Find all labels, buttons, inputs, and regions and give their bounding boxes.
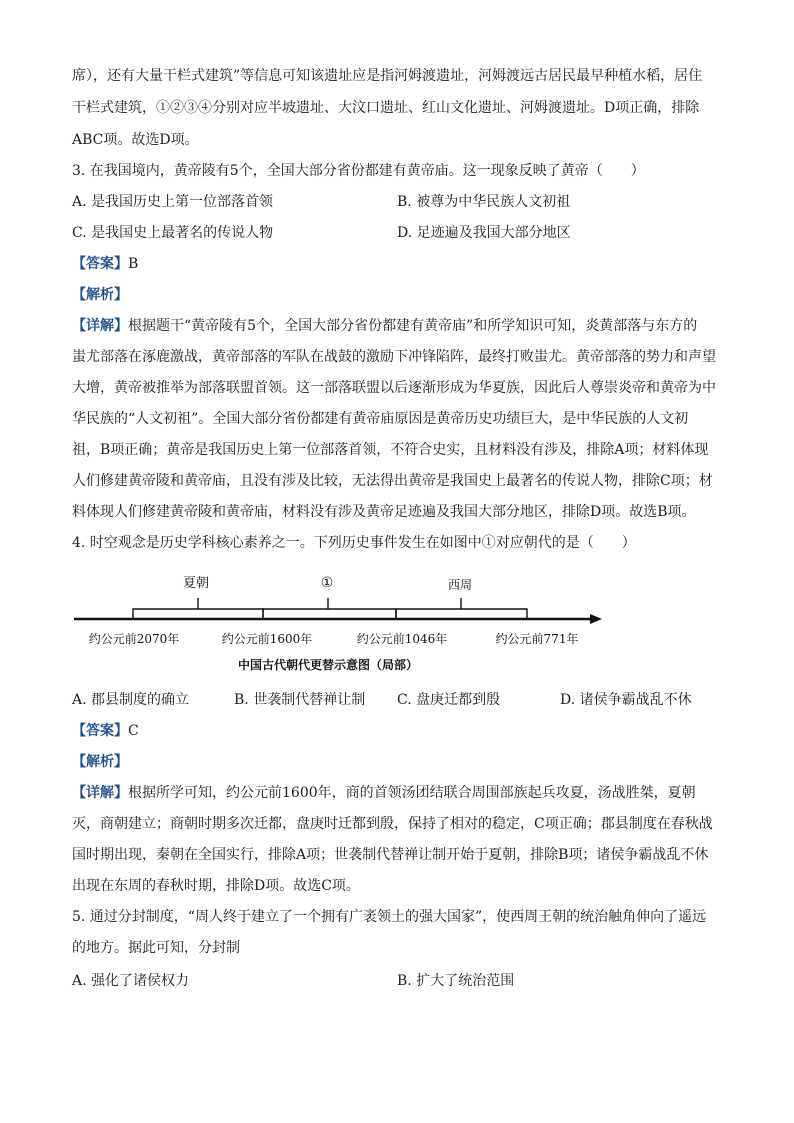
q3-analysis-tag: 【解析】 — [72, 287, 128, 303]
q3-answer-value: B — [128, 256, 139, 272]
q3-detail-line: 人们修建黄帝陵和黄帝庙，且没有涉及比较，无法得出黄帝是我国史上最著名的传说人物，排除C项；材 — [72, 473, 713, 489]
q3-option-d: D. 足迹遍及我国大部分地区 — [397, 225, 571, 241]
q3-detail-line: 华民族的“人文初祖”。全国大部分省份都建有黄帝庙原因是黄帝历史功绩巨大，是中华民族的人文初 — [72, 411, 689, 427]
segment-label-western-zhou: 西周 — [447, 578, 473, 592]
q4-detail-text: 根据所学可知，约公元前1600年，商的首领汤团结联合周围部族起兵攻夏，汤战胜桀，夏朝 — [128, 785, 696, 801]
tick-label: 约公元前771年 — [495, 632, 579, 646]
prev-analysis-line: 干栏式建筑，①②③④分别对应半坡遗址、大汶口遗址、红山文化遗址、河姆渡遗址。D项正确，排除 — [72, 100, 700, 116]
q4-timeline-figure — [70, 565, 610, 675]
segment-label-circled-1: ① — [320, 575, 334, 591]
timeline-caption: 中国古代朝代更替示意图（局部） — [237, 658, 419, 672]
q4-detail-line: 灭，商朝建立；商朝时期多次迁都，盘庚时迁都到殷，保持了相对的稳定，C项正确；郡县制度在春秋战 — [72, 816, 713, 832]
q3-detail-tag: 【详解】 — [72, 318, 128, 334]
q4-detail-line: 出现在东周的春秋时期，排除D项。故选C项。 — [72, 878, 360, 894]
q4-stem: 4. 时空观念是历史学科核心素养之一。下列历史事件发生在如图中①对应朝代的是（ ） — [72, 535, 636, 551]
tick-label: 约公元前1600年 — [221, 632, 313, 646]
segment-bracket-xia — [133, 609, 263, 619]
q4-analysis-tag: 【解析】 — [72, 754, 128, 770]
q5-stem-line: 5. 通过分封制度，“周人终于建立了一个拥有广袤领土的强大国家”，使西周王朝的统治触角伸向了遥远 — [72, 909, 707, 925]
q3-detail-line — [72, 316, 722, 336]
tick-label: 约公元前2070年 — [88, 632, 180, 646]
q4-option-a: A. 郡县制度的确立 — [72, 692, 190, 708]
q3-option-b: B. 被尊为中华民族人文初祖 — [397, 194, 571, 210]
q3-option-c: C. 是我国史上最著名的传说人物 — [72, 225, 274, 241]
q4-answer-tag: 【答案】 — [72, 723, 128, 739]
segment-bracket-western-zhou — [396, 609, 527, 619]
q4-option-d: D. 诸侯争霸战乱不休 — [560, 692, 692, 708]
q3-detail-text: 根据题干“黄帝陵有5个，全国大部分省份都建有黄帝庙”和所学知识可知，炎黄部落与东方的 — [128, 318, 698, 334]
q4-answer-value: C — [128, 723, 139, 739]
timeline-arrow-icon — [590, 614, 602, 624]
q3-stem: 3. 在我国境内，黄帝陵有5个，全国大部分省份都建有黄帝庙。这一现象反映了黄帝（ ） — [72, 163, 645, 179]
segment-label-xia: 夏朝 — [182, 576, 210, 591]
q3-detail-line: 大增，黄帝被推举为部落联盟首领。这一部落联盟以后逐渐形成为华夏族，因此后人尊崇炎帝和黄帝为中 — [72, 380, 716, 396]
prev-analysis-line: ABC项。故选D项。 — [72, 132, 199, 148]
tick-label: 约公元前1046年 — [356, 632, 448, 646]
q4-detail-tag: 【详解】 — [72, 785, 128, 801]
q3-option-a: A. 是我国历史上第一位部落首领 — [72, 194, 274, 210]
prev-analysis-line: 席），还有大量干栏式建筑”等信息可知该遗址应是指河姆渡遗址，河姆渡远古居民最早种植水稻，居住 — [72, 68, 703, 84]
q3-detail-line: 料体现人们修建黄帝陵和黄帝庙，材料没有涉及黄帝足迹遍及我国大部分地区，排除D项。故选B项。 — [72, 504, 696, 520]
q3-detail-line: 蚩尤部落在涿鹿激战，黄帝部落的军队在战鼓的激励下冲锋陷阵，最终打败蚩尤。黄帝部落的势力和声望 — [72, 349, 716, 365]
q3-answer-tag: 【答案】 — [72, 256, 128, 272]
q5-option-b: B. 扩大了统治范围 — [397, 973, 515, 989]
q4-analysis-row — [72, 752, 722, 772]
q5-option-a: A. 强化了诸侯权力 — [72, 973, 190, 989]
q3-detail-line: 祖，B项正确；黄帝是我国历史上第一位部落首领，不符合史实，且材料没有涉及，排除A项；材料体现 — [72, 442, 709, 458]
q3-analysis-row — [72, 285, 722, 305]
q4-answer-row — [72, 721, 722, 741]
segment-bracket-shang — [263, 609, 396, 619]
q3-answer-row — [72, 254, 722, 274]
q5-stem-line: 的地方。据此可知，分封制 — [72, 940, 240, 956]
q4-option-c: C. 盘庚迁都到殷 — [397, 692, 501, 708]
q4-detail-line: 国时期出现，秦朝在全国实行，排除A项；世袭制代替禅让制开始于夏朝，排除B项；诸侯争霸战乱不休 — [72, 847, 709, 863]
q4-option-b: B. 世袭制代替禅让制 — [234, 692, 366, 708]
q4-detail-line — [72, 783, 722, 803]
